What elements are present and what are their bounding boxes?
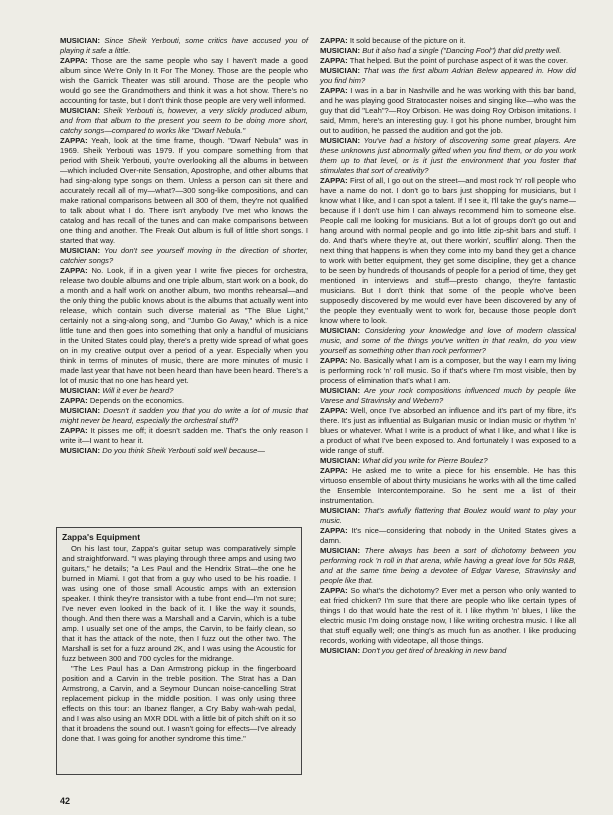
speaker-label: ZAPPA: — [320, 526, 348, 535]
page-number: 42 — [60, 796, 71, 806]
interview-paragraph — [320, 646, 576, 656]
speech-text: Those are the same people who say I haven't made a good album since We're Only In It For The Money. Those are the people who wish the Garrick Theater was still around. Those are the people who would go see the Grandmothers and think it was a hot show. There's no accounting for taste, but I don't think those people are very well informed. — [60, 56, 308, 105]
speech-text: No. Look, if in a given year I write five pieces for orchestra, release two double albums and one triple album, start work on a book, do a month and a half work on another album, two months rehearsal—and the only thing the public knows about is the albums that actually went into release, which contain such diverse material as "The Blue Light," certainly not a sing-along song, and "Jumbo Go Away," which is a nice little tune and then goes into something that only a handful of musicians in the United States could play, there's a pretty wide spread of what goes on in my creative output over a period of a year. Especially when you think in terms of minutes of music, there are more minutes of music I made last year that have not been heard than have been heard. There's a lot of music that no one has heard yet. — [60, 266, 308, 385]
speech-text: Do you think Sheik Yerbouti sold well because— — [102, 446, 266, 455]
interview-paragraph — [60, 106, 308, 136]
interview-paragraph — [320, 356, 576, 386]
sidebar-paragraph: On his last tour, Zappa's guitar setup was comparatively simple and straightforward. "I was playing through three amps and using two guitars," he details; "a Les Paul and the Hendrix Strat—the one he burned in Miami. I got that from a guy who used to be his roadie. I was using one of those small Acoustic amps with an extension speaker. I think they're transistor with a tube front end—I'm not sure; I've never even looked in the back of it. I like the way it sounds, though. And then there was a Marshall and a Carvin, which is a tube amp. I usually set one of the amps, the Carvin, to be fairly clean, so that it has the attack of the note, then I fuzz out the other two. The Marshall is set for a fuzz around 2K, and I was using the Acoustic for fuzz between 300 and 700 cycles for the midrange. — [62, 544, 296, 663]
speaker-label: MUSICIAN: — [60, 386, 101, 395]
interview-paragraph — [60, 36, 308, 56]
speaker-label: ZAPPA: — [60, 266, 88, 275]
interview-paragraph — [320, 386, 576, 406]
speaker-label: ZAPPA: — [60, 396, 88, 405]
speech-text: Since Sheik Yerbouti, some critics have accused you of playing it safe a little. — [60, 36, 308, 55]
interview-paragraph — [320, 546, 576, 586]
interview-paragraph — [320, 56, 576, 66]
interview-paragraph — [320, 406, 576, 456]
left-column — [60, 36, 308, 456]
speech-text: Are your rock compositions influenced much by people like Varese and Stravinsky and Webern? — [320, 386, 576, 405]
interview-paragraph — [60, 386, 308, 396]
speech-text: I was in a bar in Nashville and he was working with this bar band, and he was playing good Stratocaster noises and singing like—who was the guy that did "Leah"?—Roy Orbison. He was doing Roy Orbison imitations. I said, Mmm, here's an interesting guy. I got his phone number, brought him out to audition, he passed the audition and got the job. — [320, 86, 576, 135]
speaker-label: MUSICIAN: — [60, 36, 101, 45]
sidebar-paragraph: "The Les Paul has a Dan Armstrong pickup in the fingerboard position and a Carvin in the treble position. The Strat has a Dan Armstrong, a Carvin, and a Seymour Duncan noise-cancelling Strat replacement pickup in the middle position. I was only using three effects on this tour: an Ibanez flanger, a Cry Baby wah-wah pedal, and I was also using an MXR DDL with a little bit of pitch shift on it so that it broadens the sound out. I wasn't going for effects—I've already done that. I was going for another syndrome this time." — [62, 664, 296, 743]
speaker-label: ZAPPA: — [320, 56, 348, 65]
interview-paragraph — [320, 176, 576, 326]
speech-text: You don't see yourself moving in the direction of shorter, catchier songs? — [60, 246, 308, 265]
speaker-label: MUSICIAN: — [320, 66, 361, 75]
speaker-label: MUSICIAN: — [60, 446, 101, 455]
speech-text: You've had a history of discovering some great players. Are these unknowns just abnormally gifted when you find them, or do you work them up to that level, or is it just the environment that you foster that stimulates that sort of creativity? — [320, 136, 576, 175]
speech-text: Yeah, look at the time frame, though. "Dwarf Nebula" was in 1969. Sheik Yerbouti was 1979. If you compare something from that period with Sheik Yerbouti, you're overlooking all the albums in between—which included Over-nite Sensation, Apostrophe, and other albums that had sing-along type songs on them. Unless a person can sit there and accurately recall all of my—what?—300 song-like compositions, and can make rational comparisons between all 300 of them, they're not qualified to talk about what I do. There isn't anybody I've met who knows the catalog and has recall of the tunes and can make comparisons between one thing and another. The Freak Out album is full of little short songs. I started that way. — [60, 136, 308, 245]
speaker-label: ZAPPA: — [60, 136, 88, 145]
right-column — [320, 36, 576, 656]
interview-paragraph — [60, 246, 308, 266]
speaker-label: ZAPPA: — [60, 56, 88, 65]
speaker-label: MUSICIAN: — [320, 136, 361, 145]
interview-paragraph — [320, 326, 576, 356]
interview-paragraph — [60, 426, 308, 446]
speaker-label: ZAPPA: — [320, 586, 348, 595]
speaker-label: ZAPPA: — [320, 176, 348, 185]
interview-paragraph — [320, 586, 576, 646]
interview-paragraph — [320, 526, 576, 546]
interview-paragraph — [60, 56, 308, 106]
speech-text: That was the first album Adrian Belew appeared in. How did you find him? — [320, 66, 576, 85]
speech-text: He asked me to write a piece for his ensemble. He has this virtuoso ensemble of about thirty musicians he works with all the time called the Ensemble Intercontemporaine. So he sent me a list of their instrumentation. — [320, 466, 576, 505]
speaker-label: ZAPPA: — [60, 426, 88, 435]
interview-paragraph — [320, 46, 576, 56]
speaker-label: MUSICIAN: — [320, 456, 361, 465]
speech-text: Sheik Yerbouti is, however, a very slickly produced album, and from that album to the present you seem to be doing more short, catchy songs—compared to works like "Dwarf Nebula." — [60, 106, 308, 135]
speech-text: That helped. But the point of purchase aspect of it was the cover. — [349, 56, 568, 65]
interview-paragraph — [60, 396, 308, 406]
speech-text: What did you write for Pierre Boulez? — [362, 456, 488, 465]
speech-text: Doesn't it sadden you that you do write a lot of music that might never be heard, especially the orchestral stuff? — [60, 406, 308, 425]
speaker-label: ZAPPA: — [320, 86, 348, 95]
sidebar-title: Zappa's Equipment — [62, 532, 141, 542]
speech-text: It pisses me off; it doesn't sadden me. That's the only reason I write it—I want to hear it. — [60, 426, 308, 445]
interview-paragraph — [60, 136, 308, 246]
speech-text: Well, once I've absorbed an influence and it's part of my fibre, it's there. It's just as influential as Bulgarian music or Indian music or rhythm 'n' blues or whatever. What I write is a product of what I like, and what I like is a product of what I've been exposed to. And fortunately I was exposed to a wide range of stuff. — [320, 406, 576, 455]
equipment-sidebar — [56, 527, 302, 775]
speaker-label: MUSICIAN: — [320, 646, 361, 655]
interview-paragraph — [60, 446, 308, 456]
speaker-label: MUSICIAN: — [60, 246, 101, 255]
interview-paragraph — [60, 266, 308, 386]
interview-paragraph — [320, 36, 576, 46]
interview-paragraph — [60, 406, 308, 426]
speech-text: There always has been a sort of dichotomy between you performing rock 'n roll in that arena, while having a great love for 50s R&B, and at the same time being a devotee of Edgar Varese, Stravinsky and people like that. — [320, 546, 576, 585]
speaker-label: MUSICIAN: — [60, 406, 101, 415]
speech-text: It sold because of the picture on it. — [349, 36, 466, 45]
speaker-label: MUSICIAN: — [320, 506, 361, 515]
speech-text: It's nice—considering that nobody in the United States gives a damn. — [320, 526, 576, 545]
speaker-label: MUSICIAN: — [320, 326, 361, 335]
speaker-label: ZAPPA: — [320, 466, 348, 475]
interview-paragraph — [320, 466, 576, 506]
speech-text: No. Basically what I am is a composer, but the way I earn my living is performing rock 'n' roll music. So if that's where I'm most visible, then by process of elimination that's what I am. — [320, 356, 576, 385]
interview-paragraph — [320, 506, 576, 526]
speaker-label: ZAPPA: — [320, 36, 348, 45]
speech-text: Don't you get tired of breaking in new band — [362, 646, 507, 655]
speaker-label: ZAPPA: — [320, 406, 348, 415]
speech-text: Depends on the economics. — [89, 396, 184, 405]
speaker-label: MUSICIAN: — [320, 386, 361, 395]
speech-text: But it also had a single ("Dancing Fool") that did pretty well. — [362, 46, 562, 55]
speaker-label: MUSICIAN: — [320, 546, 361, 555]
interview-paragraph — [320, 66, 576, 86]
interview-paragraph — [320, 136, 576, 176]
speaker-label: ZAPPA: — [320, 356, 348, 365]
speech-text: First of all, I go out on the street—and most rock 'n' roll people who have a name do not. I don't go to bars just shopping for musicians, but I know what I like, and I can spot a talent. If I see it, I'll take the guy's name—because if I don't use him I can always recommend him to someone else. People call me looking for musicians. But a lot of groups don't go out and hang around with normal people and go into little zip-shit bars and stuff. I do. And that's where they're at, out there workin', scufflin' along. Then the next thing that happens is when they come into my band they get a chance to work with better equipment, they get some discipline, they get a chance to be seen by hundreds of thousands of people for a period of time, they get mentioned in interviews and stuff—presto chango, they're fantastic musicians. But I don't think that some of the people who've been supposedly discovered by me would ever have been discovered by any of the people they eventually went to work for, because those people don't know where to look. — [320, 176, 576, 325]
interview-paragraph — [320, 456, 576, 466]
speaker-label: MUSICIAN: — [60, 106, 101, 115]
speech-text: That's awfully flattering that Boulez would want to play your music. — [320, 506, 576, 525]
speaker-label: MUSICIAN: — [320, 46, 361, 55]
speech-text: Will it ever be heard? — [102, 386, 174, 395]
speech-text: Considering your knowledge and love of modern classical music, and some of the things you've written in that realm, do you view yourself as something other than rock performer? — [320, 326, 576, 355]
speech-text: So what's the dichotomy? Ever met a person who only wanted to eat fried chicken? I'm sure that there are people who like certain types of things I do that would hate the rest of it. I like rhythm 'n' blues, I like the electric music I'm doing onstage now, I like writing orchestra music. I like all that stuff equally well; one thing's as much fun as another. I like producing records, working with videotape, all those things. — [320, 586, 576, 645]
interview-paragraph — [320, 86, 576, 136]
